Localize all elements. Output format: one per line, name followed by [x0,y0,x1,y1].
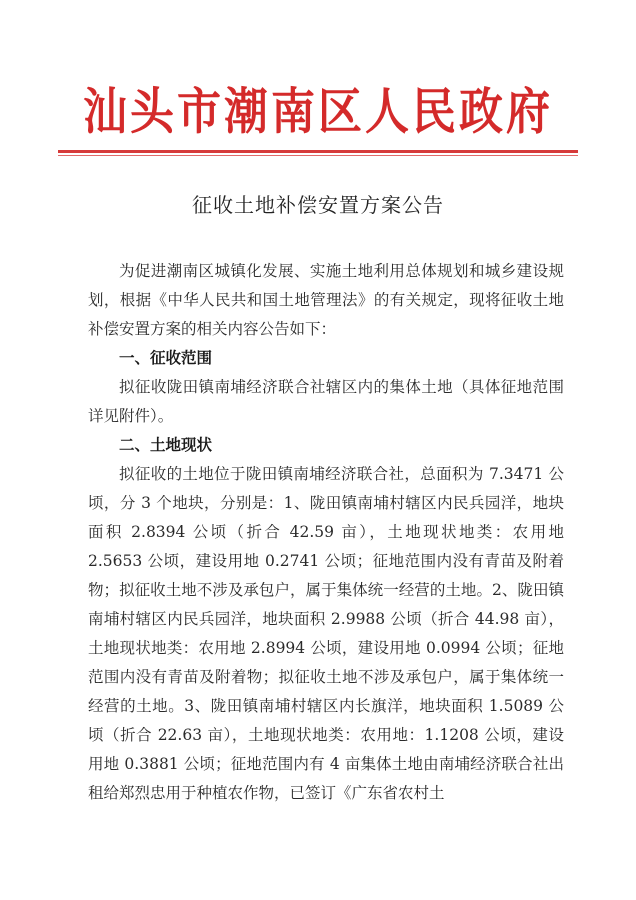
intro-paragraph: 为促进潮南区城镇化发展、实施土地利用总体规划和城乡建设规划，根据《中华人民共和国土地管理法》的有关规定，现将征收土地补偿安置方案的相关内容公告如下： [88,262,564,338]
section-body-scope: 拟征收陇田镇南埔经济联合社辖区内的集体土地（具体征地范围详见附件）。 [88,378,564,425]
document-body [88,257,564,808]
document-title: 征收土地补偿安置方案公告 [192,193,444,217]
section-heading-land-status: 二、土地现状 [119,436,213,454]
masthead-title: 汕头市潮南区人民政府 [83,83,553,141]
section-body-land-status: 拟征收的土地位于陇田镇南埔经济联合社，总面积为 7.3471 公顷，分 3 个地块，分别是：1、陇田镇南埔村辖区内民兵园洋，地块面积 2.8394 公顷（折合 42.59 亩），土地现状地类：农用地 2.5653 公顷，建设用地 0.2741 公顷；征地范围内没有青苗及附着物；拟征收土地不涉及承包户，属于集体统一经营的土地。2、陇田镇南埔村辖区内民兵园洋，地块面积 2.9988 公顷（折合 44.98 亩），土地现状地类：农用地 2.8994 公顷，建设用地 0.0994 公顷；征地范围内没有青苗及附着物；拟征收土地不涉及承包户，属于集体统一经营的土地。3、陇田镇南埔村辖区内长旗洋，地块面积 1.5089 公顷（折合 22.63 亩），土地现状地类：农用地：1.1208 公顷，建设用地 0.3881 公顷；征地范围内有 4 亩集体土地由南埔经济联合社出租给郑烈忠用于种植农作物，已签订《广东省农村土 [88,465,564,802]
masthead-divider-thin [58,155,578,156]
section-heading-scope: 一、征收范围 [119,349,213,367]
masthead-divider-thick [58,150,578,153]
